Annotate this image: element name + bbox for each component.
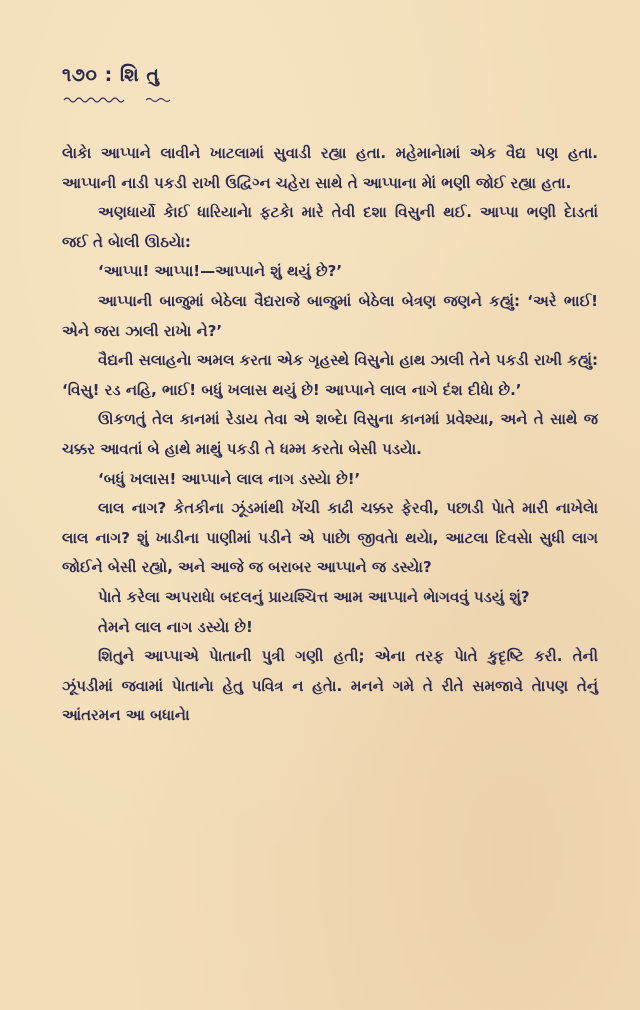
- paragraph: પેાતે કરેલા અપરાધેા બદલનું પ્રાયશ્ચિત્ત આમ આપ્પાને ભેાગવવું પડયું શું?: [98, 587, 530, 606]
- paragraph: લેાકેા આપ્પાને લાવીને ખાટલામાં સુવાડી રહ્યા હતા. મહેમાનેામાં એક વૈદ્ય પણ હતા. આપ્પાની નાડી પકડી રાખી ઉદ્વિગ્ન ચહેરા સાથે તે આપ્પાના મેાં ભણી જોઈ રહ્યા હતા.: [62, 144, 598, 192]
- paragraph: તેમને લાલ નાગ ડસ્યેા છે!: [98, 617, 253, 636]
- running-header: [62, 64, 598, 90]
- header-separator: :: [104, 64, 113, 86]
- paragraph: આપ્પાની બાજુમાં બેઠેલા વૈદ્યરાજે બાજુમાં બેઠેલા બેત્રણ જણને કહ્યું: ‘અરે ભાઈ! એને જરા ઝાલી રાખેા ને?’: [62, 291, 598, 340]
- paragraph: અણધાર્યો કેાઈ ધારિયાનેા ફટકેા મારે તેવી દશા વિસુની થઈ. આપ્પા ભણી દેાડતાં જઈ તે બેાલી ઊઠયેા:: [62, 203, 598, 251]
- running-title: શિ તુ: [119, 64, 160, 86]
- paragraph: ઊકળતું તેલ કાનમાં રેડાય તેવા એ શબ્દેા વિસુના કાનમાં પ્રવેશ્યા, અને તે સાથે જ ચક્કર આવતાં બે હાથે માથું પકડી તે ધમ્મ કરતેા બેસી પડયેા.: [62, 410, 598, 458]
- header-ornament-rule: [62, 95, 182, 105]
- dialogue-line: ‘બધું ખલાસ! આપ્પાને લાલ નાગ ડસ્યેા છે!’: [98, 469, 361, 488]
- paragraph: વૈદ્યની સલાહનેા અમલ કરતા એક ગૃહસ્થે વિસુનેા હાથ ઝાલી તેને પકડી રાખી કહ્યું: ‘વિસુ! રડ નહિ, ભાઈ! બધું ખલાસ થયું છે! આપ્પાને લાલ નાગે દંશ દીધેા છે.’: [62, 351, 598, 399]
- page-number: ૧૭૦: [62, 64, 98, 86]
- dialogue-line: ‘આપ્પા! આપ્પા!—આપ્પાને શું થયું છે?’: [98, 262, 343, 281]
- paragraph: શિતુને આપ્પાએ પેાતાની પુત્રી ગણી હતી; એના તરફ પેાતે કુદૃષ્ટિ કરી. તેની ઝૂંપડીમાં જવામાં પેાતાનેા હેતુ પવિત્ર ન હતેા. મનને ગમે તે રીતે સમજાવે તેાપણ તેનું આંતરમન આ બધાનેા: [62, 647, 598, 725]
- body-text: [62, 139, 598, 731]
- paragraph: લાલ નાગ? કેતકીના ઝૂંડમાંથી ખેંચી કાઢી ચક્કર ફેરવી, પછાડી પેાતે મારી નાખેલેા લાલ નાગ? શું ખાડીના પાણીમાં પડીને એ પાછેા જીવતેા થયેા, આટલા દિવસેા સુધી લાગ જોઈને બેસી રહ્યો, અને આજે જ બરાબર આપ્પાને જ ડસ્યેા?: [62, 499, 598, 577]
